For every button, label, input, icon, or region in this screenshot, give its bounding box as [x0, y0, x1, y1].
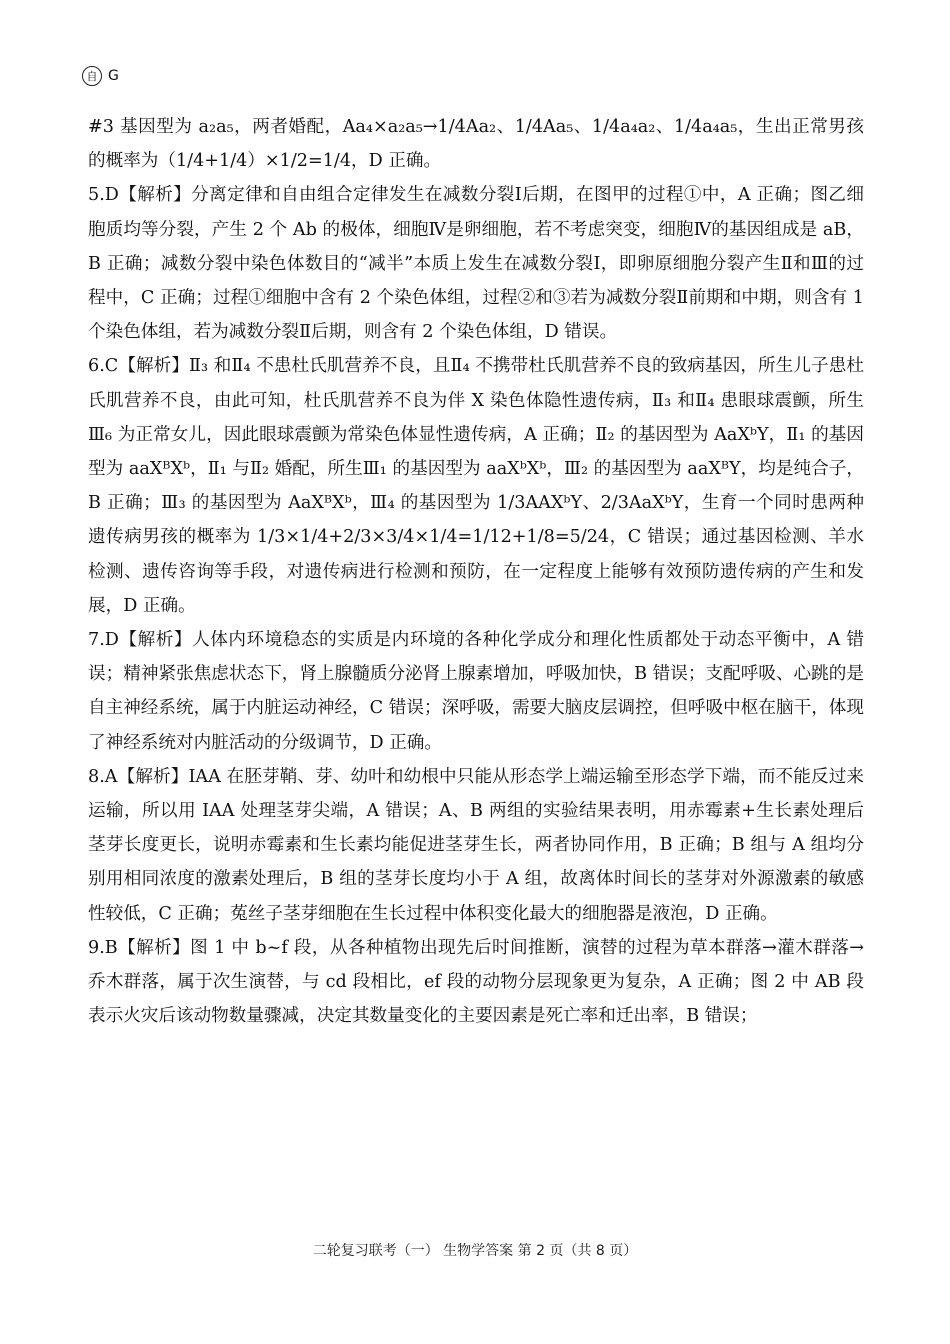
answer-paragraph-5: 5.D【解析】分离定律和自由组合定律发生在减数分裂Ⅰ后期，在图甲的过程①中，A 正确；图乙细胞质均等分裂，产生 2 个 Ab 的极体，细胞Ⅳ是卵细胞，若不考虑突变，细胞Ⅳ的基因组成是 aB，B 正确；减数分裂中染色体数目的“减半”本质上发生在减数分裂Ⅰ，即卵原细胞分裂产生Ⅱ和Ⅲ的过程中，C 正确；过程①细胞中含有 2 个染色体组，过程②和③若为减数分裂Ⅱ前期和中期，则含有 1 个染色体组，若为减数分裂Ⅱ后期，则含有 2 个染色体组，D 错误。: [88, 185, 864, 343]
answer-paragraph-6: 6.C【解析】Ⅱ₃ 和Ⅱ₄ 不患杜氏肌营养不良，且Ⅱ₄ 不携带杜氏肌营养不良的致病基因，所生儿子患杜氏肌营养不良，由此可知，杜氏肌营养不良为伴 X 染色体隐性遗传病，Ⅱ₃ 和Ⅱ₄ 患眼球震颤，所生Ⅲ₆ 为正常女儿，因此眼球震颤为常染色体显性遗传病，A 正确；Ⅱ₂ 的基因型为 AaXᵇY，Ⅱ₁ 的基因型为 aaXᴮXᵇ，Ⅱ₁ 与Ⅱ₂ 婚配，所生Ⅲ₁ 的基因型为 aaXᵇXᵇ，Ⅲ₂ 的基因型为 aaXᴮY，均是纯合子，B 正确；Ⅲ₃ 的基因型为 AaXᴮXᵇ，Ⅲ₄ 的基因型为 1/3AAXᵇY、2/3AaXᵇY，生育一个同时患两种遗传病男孩的概率为 1/3×1/4+2/3×3/4×1/4=1/12+1/8=5/24，C 错误；通过基因检测、羊水检测、遗传咨询等手段，对遗传病进行检测和预防，在一定程度上能够有效预防遗传病的产生和发展，D 正确。: [88, 356, 864, 616]
answer-paragraph-continued: #3 基因型为 a₂a₅，两者婚配，Aa₄×a₂a₅→1/4Aa₂、1/4Aa₅、1/4a₄a₂、1/4a₄a₅，生出正常男孩的概率为（1/4+1/4）×1/2=1/4，D 正确。: [88, 117, 864, 172]
answer-paragraph-8: 8.A【解析】IAA 在胚芽鞘、芽、幼叶和幼根中只能从形态学上端运输至形态学下端，而不能反过来运输，所以用 IAA 处理茎芽尖端，A 错误；A、B 两组的实验结果表明，用赤霉素+生长素处理后茎芽长度更长，说明赤霉素和生长素均能促进茎芽生长，两者协同作用，B 正确；B 组与 A 组均分别用相同浓度的激素处理后，B 组的茎芽长度均小于 A 组，故离体时间长的茎芽对外源激素的敏感性较低，C 正确；菟丝子茎芽细胞在生长过程中体积变化最大的细胞器是液泡，D 正确。: [88, 766, 864, 924]
answer-content: [88, 110, 864, 1033]
answer-paragraph-9: 9.B【解析】图 1 中 b~f 段，从各种植物出现先后时间推断，演替的过程为草本群落→灌木群落→乔木群落，属于次生演替，与 cd 段相比，ef 段的动物分层现象更为复杂，A 正确；图 2 中 AB 段表示火灾后该动物数量骤减，决定其数量变化的主要因素是死亡率和迁出率，B 错误；: [88, 937, 864, 1027]
logo-letter: G: [108, 68, 119, 84]
header-logo: [82, 66, 119, 86]
logo-circle-icon: 自: [82, 66, 102, 86]
page-footer: 二轮复习联考（一） 生物学答案 第 2 页（共 8 页）: [312, 1243, 638, 1259]
answer-paragraph-7: 7.D【解析】人体内环境稳态的实质是内环境的各种化学成分和理化性质都处于动态平衡中，A 错误；精神紧张焦虑状态下，肾上腺髓质分泌肾上腺素增加，呼吸加快，B 错误；支配呼吸、心跳的是自主神经系统，属于内脏运动神经，C 错误；深呼吸，需要大脑皮层调控，但呼吸中枢在脑干，体现了神经系统对内脏活动的分级调节，D 正确。: [88, 630, 864, 753]
